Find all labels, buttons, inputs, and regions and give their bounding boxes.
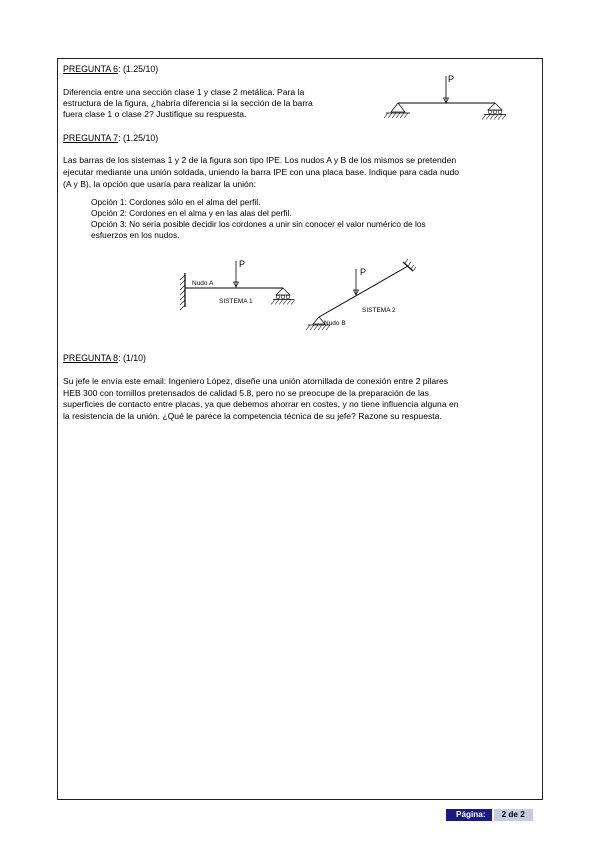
q7-system-2-load-label: P [360, 267, 367, 277]
q7-system-2-fixed-support [403, 259, 416, 271]
page-footer [446, 809, 541, 821]
q7-option-3: Opción 3: No sería posible decidir los cordones a unir sin conocer el valor numérico de los [91, 219, 426, 229]
q7-system-1-label: SISTEMA 1 [219, 298, 253, 305]
q7-system-1-load-label: P [239, 259, 246, 269]
q6-line-1: Diferencia entre una sección clase 1 y clase 2 metálica. Para la [63, 87, 305, 97]
q7-option-3-cont: esfuerzos en los nudos. [91, 230, 180, 240]
q7-fixed-support-a [180, 273, 185, 310]
q8-heading [63, 353, 146, 364]
q7-option-2: Opción 2: Cordones en el alma y en las alas del perfil. [91, 208, 292, 218]
q8-label: PREGUNTA 8 [63, 353, 119, 363]
q7-option-1: Opción 1: Cordones sólo en el alma del perfil. [91, 197, 261, 207]
q7-heading [63, 133, 158, 144]
q7-system-2-label: SISTEMA 2 [362, 307, 396, 314]
q7-node-b-label: Nudo B [324, 320, 346, 327]
page-number: 2 de 2 [494, 809, 533, 821]
q7-score: : (1.25/10) [118, 133, 159, 143]
q6-label: PREGUNTA 6 [63, 64, 119, 74]
q7-system-1-figure [178, 255, 303, 320]
page-label: Página: [446, 809, 492, 821]
q8-line-1: Su jefe le envía este email: Ingeniero López, diseñe una unión atornillada de conexión entre 2 pilares [63, 376, 449, 386]
q7-line-2: ejecutar mediante una unión soldada, uniendo la barra IPE con una placa base. Indique para cada nudo [63, 167, 460, 177]
q8-line-3: superficies de contacto entre placas, ya que debemos ahorrar en costes, y no tiene influencia alguna en [63, 399, 459, 409]
q7-label: PREGUNTA 7 [63, 133, 119, 143]
q6-pin-support-left [384, 103, 410, 118]
q7-line-1: Las barras de los sistemas 1 y 2 de la figura son tipo IPE. Los nudos A y B de los mismos se pretenden [63, 155, 457, 165]
q6-roller-support-right [482, 103, 506, 120]
q8-line-2: HEB 300 con tornillos pretensados de calidad 5.8, pero no se preocupe de la preparación de las [63, 388, 429, 398]
q6-score: : (1.25/10) [118, 64, 159, 74]
q8-score: : (1/10) [118, 353, 146, 363]
q6-heading [63, 64, 158, 75]
q6-line-2: estructura de la figura, ¿habría diferencia si la sección de la barra [63, 98, 313, 108]
q6-line-3: fuera clase 1 o clase 2? Justifique su respuesta. [63, 109, 247, 119]
q6-load-label: P [448, 74, 455, 84]
q8-line-4: la resistencia de la unión. ¿Qué le parece la competencia técnica de su jefe? Razone su respuesta. [63, 411, 442, 421]
q7-node-a-label: Nudo A [192, 280, 214, 287]
q7-line-3: (A y B), la opción que usaría para realizar la unión: [63, 179, 256, 189]
q7-system-2-figure [302, 255, 427, 340]
q6-beam-figure [380, 72, 520, 132]
q7-system-1-roller-support [271, 288, 295, 305]
